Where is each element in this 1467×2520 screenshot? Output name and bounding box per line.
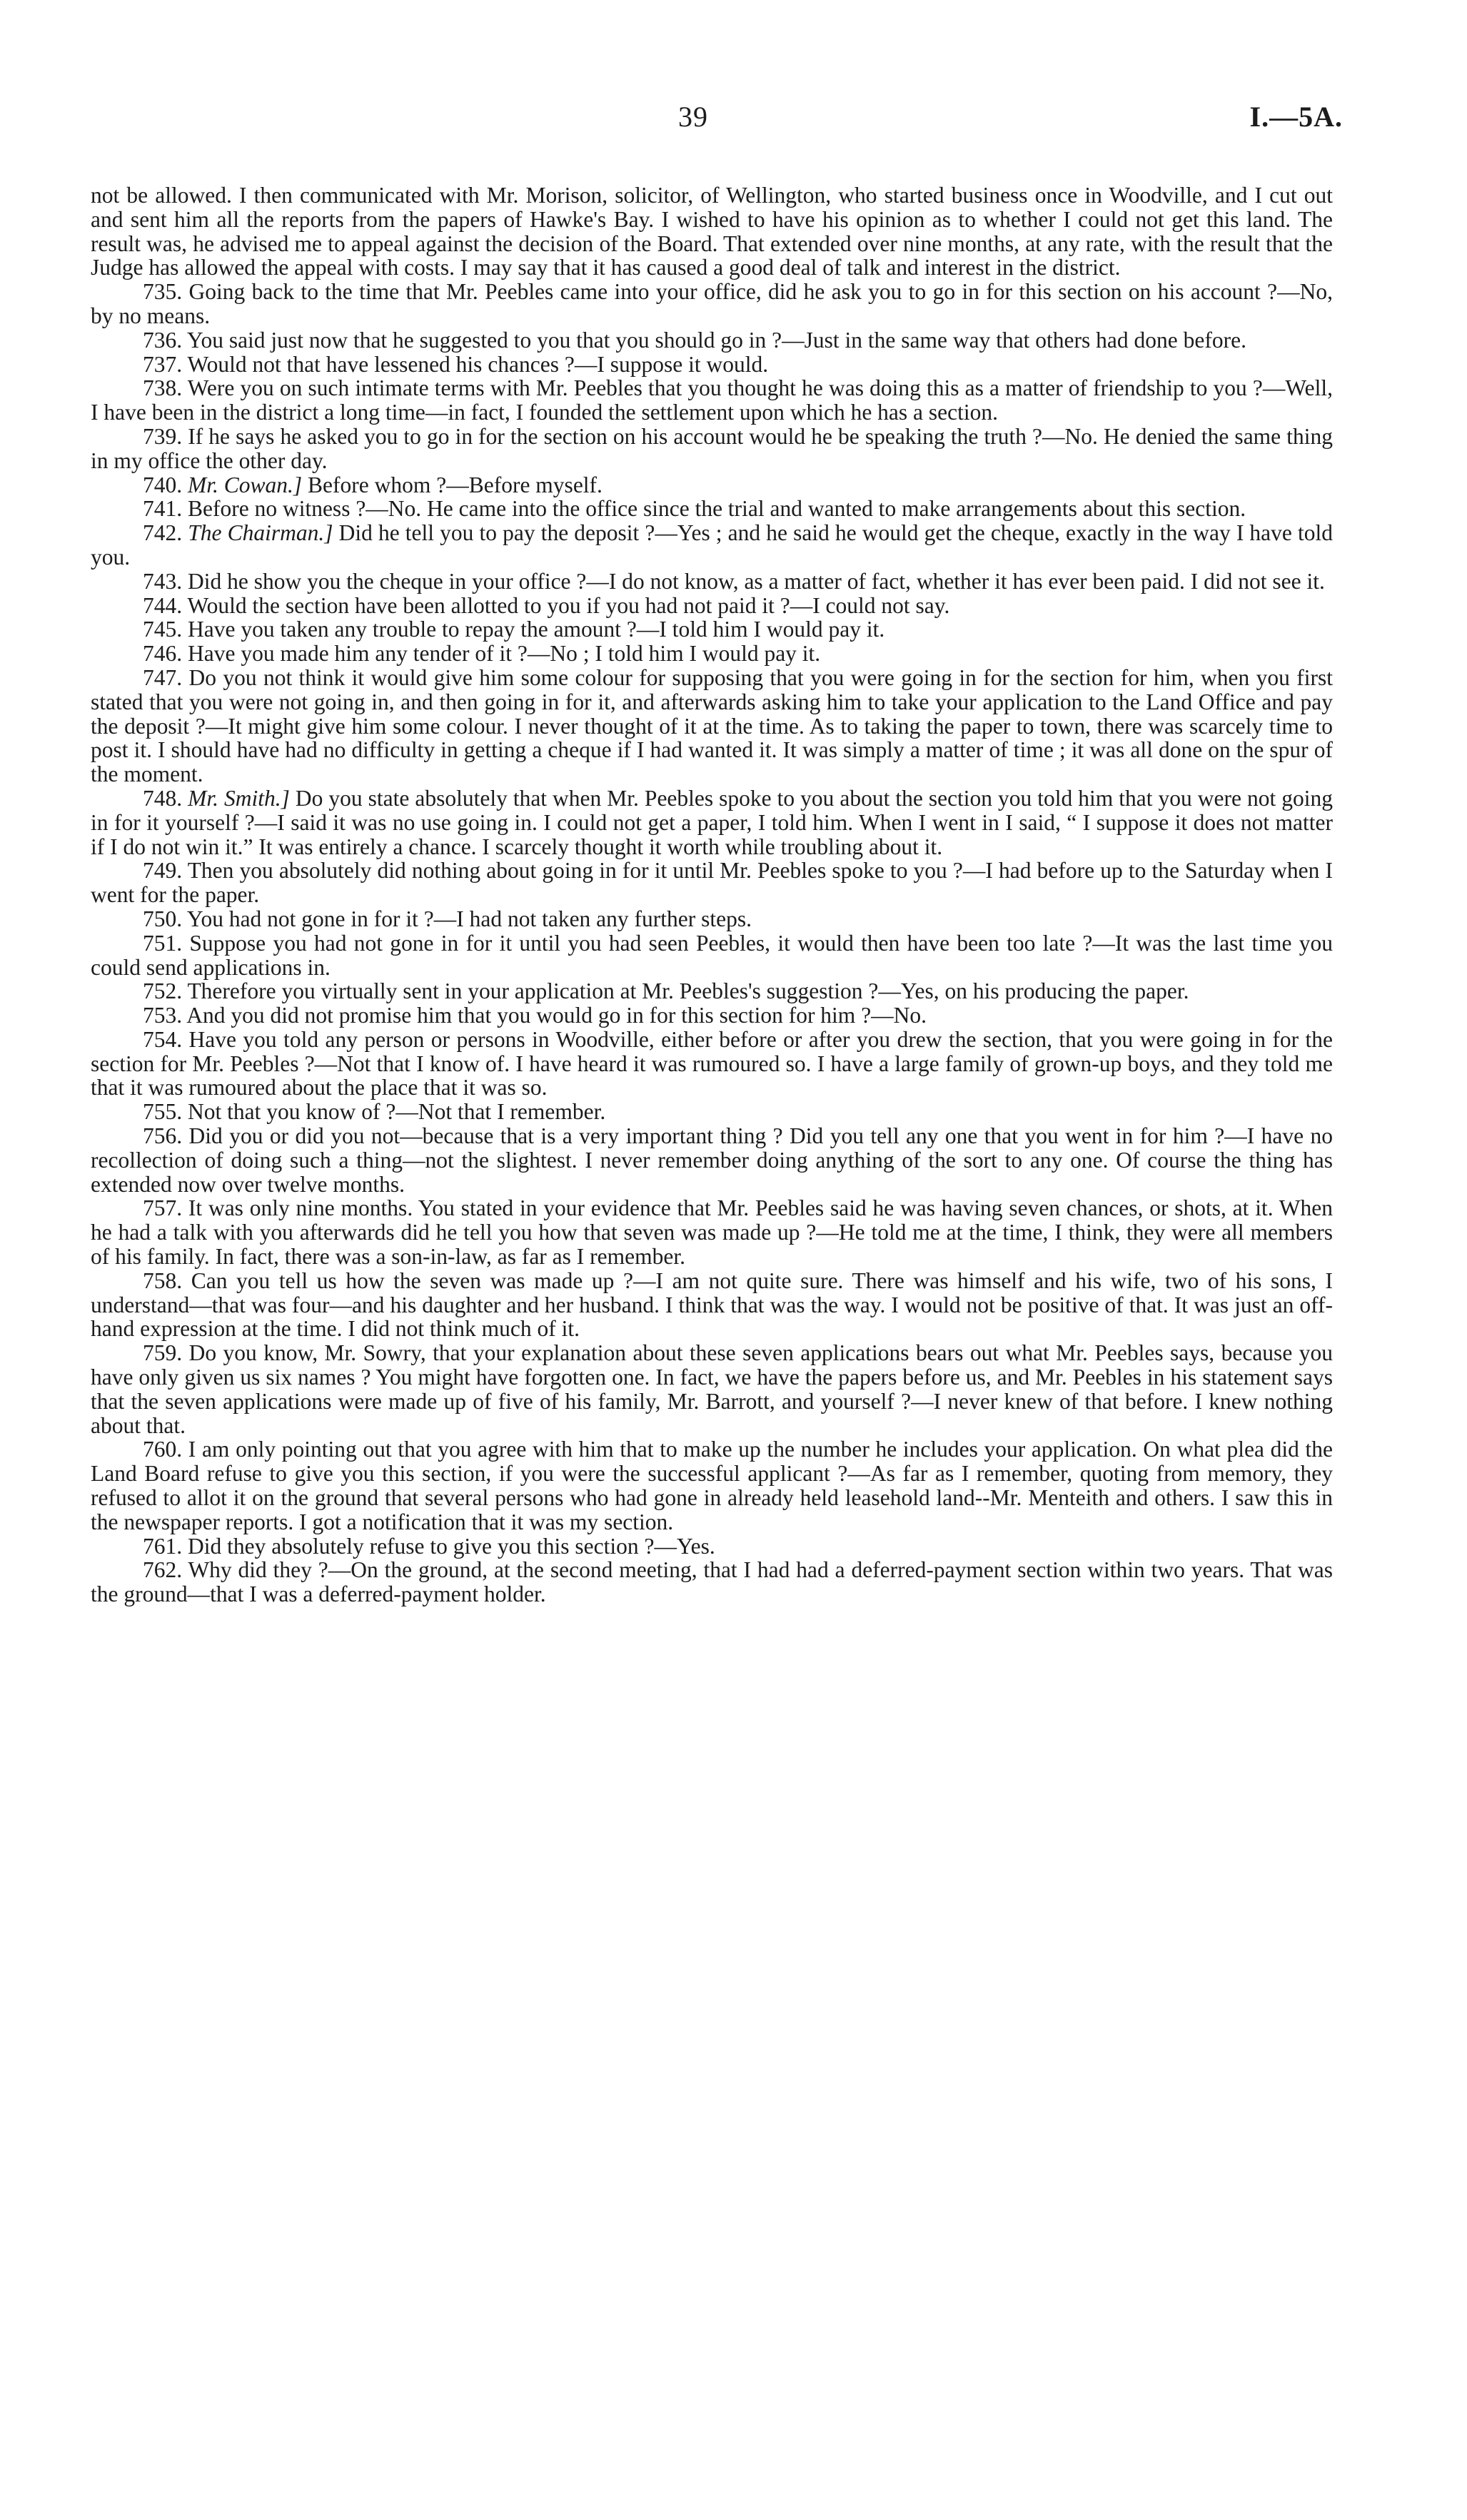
- question-number: 759.: [143, 1340, 183, 1366]
- qa-paragraph: [91, 376, 1333, 425]
- question-number: 735.: [143, 279, 183, 305]
- question-answer-text: Before no witness ?—No. He came into the office since the trial and wanted to make arrangements about this section.: [188, 496, 1246, 522]
- qa-paragraph: [91, 521, 1333, 570]
- qa-paragraph: [91, 353, 1333, 377]
- question-number: 752.: [143, 978, 183, 1004]
- qa-paragraph: [91, 1100, 1333, 1124]
- qa-paragraph: [91, 497, 1333, 521]
- qa-paragraph: [91, 979, 1333, 1003]
- document-body: [91, 183, 1333, 1606]
- question-answer-text: Have you made him any tender of it ?—No ; I told him I would pay it.: [188, 641, 821, 667]
- continuation-paragraph: not be allowed. I then communicated with Mr. Morison, solicitor, of Wellington, who started business once in Woodville, and I cut out and sent him all the reports from the papers of Hawke's Bay. I wished to have his opinion as to whether I could not get this land. The result was, he advised me to appeal against the decision of the Board. That extended over nine months, at any rate, with the result that the Judge has allowed the appeal with costs. I may say that it has caused a good deal of talk and interest in the district.: [91, 183, 1333, 280]
- qa-paragraph: [91, 617, 1333, 642]
- qa-paragraph: [91, 1341, 1333, 1437]
- qa-paragraph: [91, 594, 1333, 618]
- question-number: 754.: [143, 1026, 183, 1052]
- qa-paragraph: [91, 570, 1333, 594]
- question-answer-text: Going back to the time that Mr. Peebles came into your office, did he ask you to go in for this section on his account ?—No, by no means.: [91, 279, 1334, 328]
- speaker-name: Mr. Cowan.]: [188, 472, 303, 497]
- question-number: 742.: [143, 520, 183, 546]
- question-number: 739.: [143, 423, 183, 449]
- qa-paragraph: [91, 786, 1333, 859]
- question-number: 762.: [143, 1557, 183, 1583]
- question-answer-list: [91, 280, 1333, 1606]
- paper-reference: I.—5A.: [1249, 101, 1343, 133]
- question-answer-text: Can you tell us how the seven was made up ?—I am not quite sure. There was himself and his wife, two of his sons, I understand—that was four—and his daughter and her husband. I think that was the way. I would not be positive of that. It was just an off-hand expression at the time. I did not think much of it.: [91, 1267, 1333, 1342]
- question-number: 757.: [143, 1195, 183, 1221]
- question-number: 761.: [143, 1533, 183, 1559]
- question-number: 736.: [143, 327, 183, 353]
- qa-paragraph: [91, 666, 1333, 786]
- speaker-name: The Chairman.]: [188, 520, 333, 546]
- qa-paragraph: [91, 931, 1333, 980]
- question-answer-text: Have you told any person or persons in Woodville, either before or after you drew the section, that you were going in for the section for Mr. Peebles ?—Not that I know of. I have heard it was rumoured so. I have a large family of grown-up boys, and they told me that it was rumoured about the place that it was so.: [91, 1026, 1333, 1100]
- question-answer-text: You had not gone in for it ?—I had not taken any further steps.: [186, 906, 752, 931]
- qa-paragraph: [91, 1437, 1333, 1534]
- qa-paragraph: [91, 642, 1333, 666]
- question-answer-text: Did you or did you not—because that is a very important thing ? Did you tell any one that you went in for him ?—I have no recollection of doing such a thing—not the slightest. I never remember doing anything of the sort to any one. Of course the thing has extended now over twelve months.: [91, 1123, 1334, 1197]
- question-answer-text: Therefore you virtually sent in your application at Mr. Peebles's suggestion ?—Yes, on his producing the paper.: [187, 978, 1189, 1004]
- qa-paragraph: [91, 1124, 1333, 1196]
- qa-paragraph: [91, 473, 1333, 497]
- question-answer-text: Were you on such intimate terms with Mr. Peebles that you thought he was doing this as a matter of friendship to you ?—Well, I have been in the district a long time—in fact, I founded the settlement upon which he has a section.: [91, 375, 1333, 425]
- question-answer-text: Would the section have been allotted to you if you had not paid it ?—I could not say.: [187, 592, 950, 618]
- question-answer-text: Did he tell you to pay the deposit ?—Yes ; and he said he would get the cheque, exactly in the way I have told you.: [91, 520, 1333, 570]
- question-answer-text: Did he show you the cheque in your office ?—I do not know, as a matter of fact, whether it has ever been paid. I did not see it.: [188, 568, 1325, 594]
- question-number: 750.: [143, 906, 183, 931]
- question-answer-text: Before whom ?—Before myself.: [308, 472, 603, 497]
- qa-paragraph: [91, 859, 1333, 907]
- qa-paragraph: [91, 280, 1333, 328]
- question-number: 745.: [143, 617, 183, 642]
- question-answer-text: Then you absolutely did nothing about going in for it until Mr. Peebles spoke to you ?—I had before up to the Saturday when I went for the paper.: [91, 858, 1333, 908]
- question-answer-text: You said just now that he suggested to you that you should go in ?—Just in the same way that others had done before.: [186, 327, 1246, 353]
- question-number: 756.: [143, 1123, 183, 1149]
- question-answer-text: Do you know, Mr. Sowry, that your explanation about these seven applications bears out what Mr. Peebles says, because you have only given us six names ? You might have forgotten one. In fact, we have the papers before us, and Mr. Peebles in his statement says that the seven applications were made up of five of his family, Mr. Barrott, and yourself ?—I never knew of that before. I knew nothing about that.: [91, 1340, 1334, 1438]
- qa-paragraph: [91, 1269, 1333, 1341]
- question-answer-text: Did they absolutely refuse to give you this section ?—Yes.: [188, 1533, 715, 1559]
- question-answer-text: If he says he asked you to go in for the section on his account would he be speaking the truth ?—No. He denied the same thing in my office the other day.: [91, 423, 1333, 473]
- qa-paragraph: [91, 328, 1333, 353]
- question-number: 755.: [143, 1099, 183, 1125]
- question-number: 744.: [143, 592, 183, 618]
- question-number: 753.: [143, 1003, 183, 1028]
- question-answer-text: Why did they ?—On the ground, at the second meeting, that I had had a deferred-payment section within two years. That was the ground—that I was a deferred-payment holder.: [91, 1557, 1333, 1607]
- speaker-name: Mr. Smith.]: [188, 785, 290, 811]
- qa-paragraph: [91, 1028, 1333, 1100]
- question-number: 747.: [143, 664, 183, 690]
- page-header: [0, 100, 1467, 143]
- question-answer-text: I am only pointing out that you agree with him that to make up the number he includes your application. On what plea did the Land Board refuse to give you this section, if you were the successful applicant ?—As far as I remember, quoting from memory, they refused to allot it on the ground that several persons who had gone in already held leasehold land--Mr. Menteith and others. I saw this in the newspaper reports. I got a notification that it was my section.: [91, 1437, 1334, 1534]
- question-number: 737.: [143, 351, 183, 377]
- qa-paragraph: [91, 425, 1333, 473]
- question-answer-text: Have you taken any trouble to repay the amount ?—I told him I would pay it.: [188, 617, 885, 642]
- question-number: 740.: [143, 472, 183, 497]
- question-answer-text: Do you not think it would give him some colour for supposing that you were going in for the section for him, when you first stated that you were not going in, and then going in for it, and afterwards asking him to take your application to the Land Office and pay the deposit ?—It might give him some colour. I never thought of it at the time. As to taking the paper to town, there was scarcely time to post it. I should have had no difficulty in getting a cheque if I had wanted it. It was simply a matter of time ; it was all done on the spur of the moment.: [91, 664, 1333, 787]
- qa-paragraph: [91, 1558, 1333, 1606]
- question-number: 738.: [143, 375, 183, 401]
- qa-paragraph: [91, 907, 1333, 931]
- question-number: 746.: [143, 641, 183, 667]
- question-number: 758.: [143, 1267, 183, 1293]
- question-number: 743.: [143, 568, 183, 594]
- qa-paragraph: [91, 1534, 1333, 1559]
- question-answer-text: Do you state absolutely that when Mr. Peebles spoke to you about the section you told him that you were not going in for it yourself ?—I said it was no use going in. I could not get a paper, I told him. When I went in I said, “ I suppose it does not matter if I do not win it.” It was entirely a chance. I scarcely thought it worth while troubling about it.: [91, 785, 1333, 859]
- qa-paragraph: [91, 1196, 1333, 1268]
- page-number: 39: [678, 101, 708, 133]
- question-answer-text: And you did not promise him that you would go in for this section for him ?—No.: [186, 1003, 927, 1028]
- question-number: 748.: [143, 785, 183, 811]
- question-answer-text: It was only nine months. You stated in your evidence that Mr. Peebles said he was having seven chances, or shots, at it. When he had a talk with you afterwards did he tell you how that seven was made up ?—He told me at the time, I think, they were all members of his family. In fact, there was a son-in-law, as far as I remember.: [91, 1195, 1334, 1270]
- question-number: 741.: [143, 496, 183, 522]
- question-number: 751.: [143, 930, 183, 956]
- question-answer-text: Not that you know of ?—Not that I remember.: [188, 1099, 606, 1125]
- question-number: 760.: [143, 1437, 183, 1462]
- question-number: 749.: [143, 858, 183, 884]
- question-answer-text: Suppose you had not gone in for it until you had seen Peebles, it would then have been too late ?—It was the last time you could send applications in.: [91, 930, 1333, 980]
- qa-paragraph: [91, 1003, 1333, 1028]
- question-answer-text: Would not that have lessened his chances ?—I suppose it would.: [187, 351, 769, 377]
